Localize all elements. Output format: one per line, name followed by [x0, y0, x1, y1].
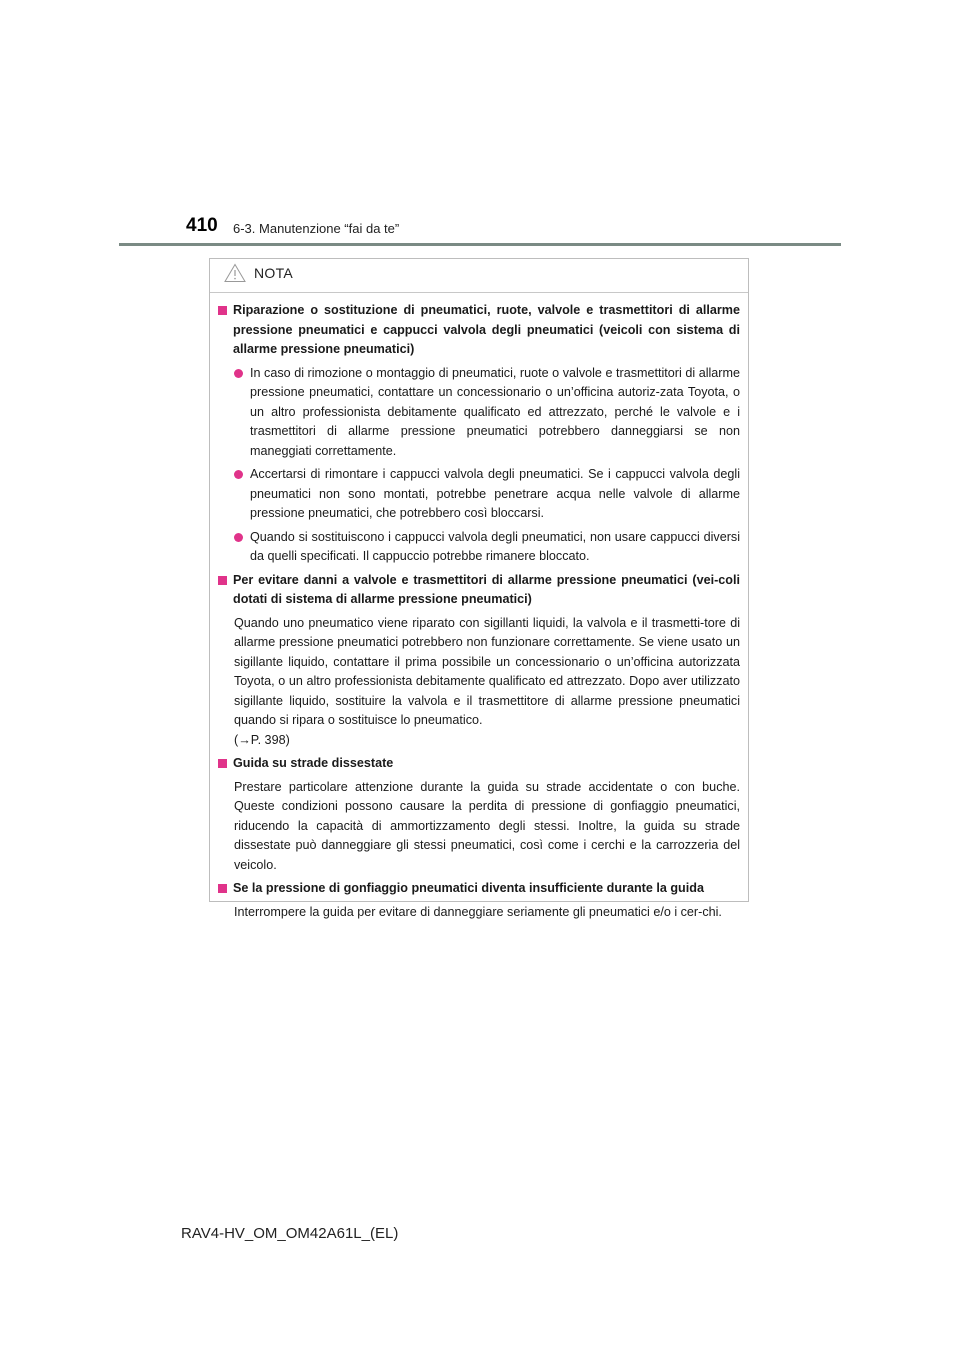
heading-text: Guida su strade dissestate — [233, 756, 394, 770]
bullet-text: Accertarsi di rimontare i cappucci valvola degli pneumatici. Se i cappucci valvola degli pneumatici non sono montati, potrebbe penetrare acqua nelle valvole di allarme pressione pneumatici, che potrebbero così bloccarsi. — [250, 467, 740, 520]
note-section — [218, 301, 740, 567]
note-content — [218, 301, 740, 924]
section-heading — [218, 879, 740, 899]
bullet-item — [234, 465, 740, 524]
page-header — [0, 0, 960, 250]
warning-triangle-icon — [224, 263, 246, 283]
note-divider — [210, 292, 748, 293]
square-bullet-icon — [218, 306, 227, 315]
note-section — [218, 754, 740, 875]
note-section — [218, 879, 740, 922]
circle-bullet-icon — [234, 369, 243, 378]
square-bullet-icon — [218, 759, 227, 768]
note-header — [224, 259, 293, 287]
section-paragraph: Quando uno pneumatico viene riparato con sigillanti liquidi, la valvola e il trasmetti-tore di allarme pressione pneumatici potrebbero non funzionare correttamente. Se viene usato un sigillante liquido, contattare il prima possibile un concessionario o un’officina autorizzata Toyota, o un altro professionista debitamente qualificato ed attrezzato. Dopo aver utilizzato sigillante liquido, sostituire la valvola e il trasmettitore di allarme pressione pneumatici quando si ripara o sostituisce lo pneumatico. — [234, 615, 740, 727]
heading-text: Se la pressione di gonfiaggio pneumatici diventa insufficiente durante la guida — [233, 881, 704, 895]
bullet-item — [234, 364, 740, 462]
bullet-text: Quando si sostituiscono i cappucci valvola degli pneumatici, non usare cappucci diversi da quelli specificati. Il cappuccio potrebbe rimanere bloccato. — [250, 529, 740, 563]
square-bullet-icon — [218, 884, 227, 893]
document-code: RAV4-HV_OM_OM42A61L_(EL) — [181, 1225, 399, 1242]
heading-text: Riparazione o sostituzione di pneumatici, ruote, valvole e trasmettitori di allarme pressione pneumatici e cappucci valvola degli pneumatici (veicoli con sistema di allarme pressione pneumatici) — [233, 303, 740, 356]
circle-bullet-icon — [234, 533, 243, 542]
square-bullet-icon — [218, 576, 227, 585]
section-paragraph: Prestare particolare attenzione durante la guida su strade accidentate o con buche. Queste condizioni possono causare la perdita di pressione di gonfiaggio pneumatici, riducendo la capacità di ammortizzamento degli stessi. Inoltre, la guida su strade dissestate può danneggiare gli stessi pneumatici, così come i cerchi e la carrozzeria del veicolo. — [234, 779, 740, 872]
page-reference: (→P. 398) — [234, 732, 290, 747]
header-rule — [119, 243, 841, 246]
section-heading — [218, 754, 740, 774]
note-section — [218, 571, 740, 751]
section-heading — [218, 301, 740, 360]
note-box — [209, 258, 749, 919]
bullet-item — [234, 528, 740, 567]
circle-bullet-icon — [234, 470, 243, 479]
section-paragraph: Interrompere la guida per evitare di danneggiare seriamente gli pneumatici e/o i cer-chi. — [234, 904, 722, 919]
page-number: 410 — [186, 215, 218, 236]
section-heading — [218, 571, 740, 610]
section-title: 6-3. Manutenzione “fai da te” — [233, 221, 400, 236]
note-label: NOTA — [254, 265, 294, 281]
heading-text: Per evitare danni a valvole e trasmettitori di allarme pressione pneumatici (vei-coli dotati di sistema di allarme pressione pneumatici) — [233, 572, 740, 606]
bullet-text: In caso di rimozione o montaggio di pneumatici, ruote o valvole e trasmettitori di allarme pressione pneumatici, contattare un concessionario o un’officina autoriz-zata Toyota, o un altro professionista debitamente qualificato ed attrezzato, perché le valvole e i trasmettitori di allarme pressione pneumatici potrebbero danneggiarsi se non maneggiati correttamente. — [250, 365, 740, 458]
